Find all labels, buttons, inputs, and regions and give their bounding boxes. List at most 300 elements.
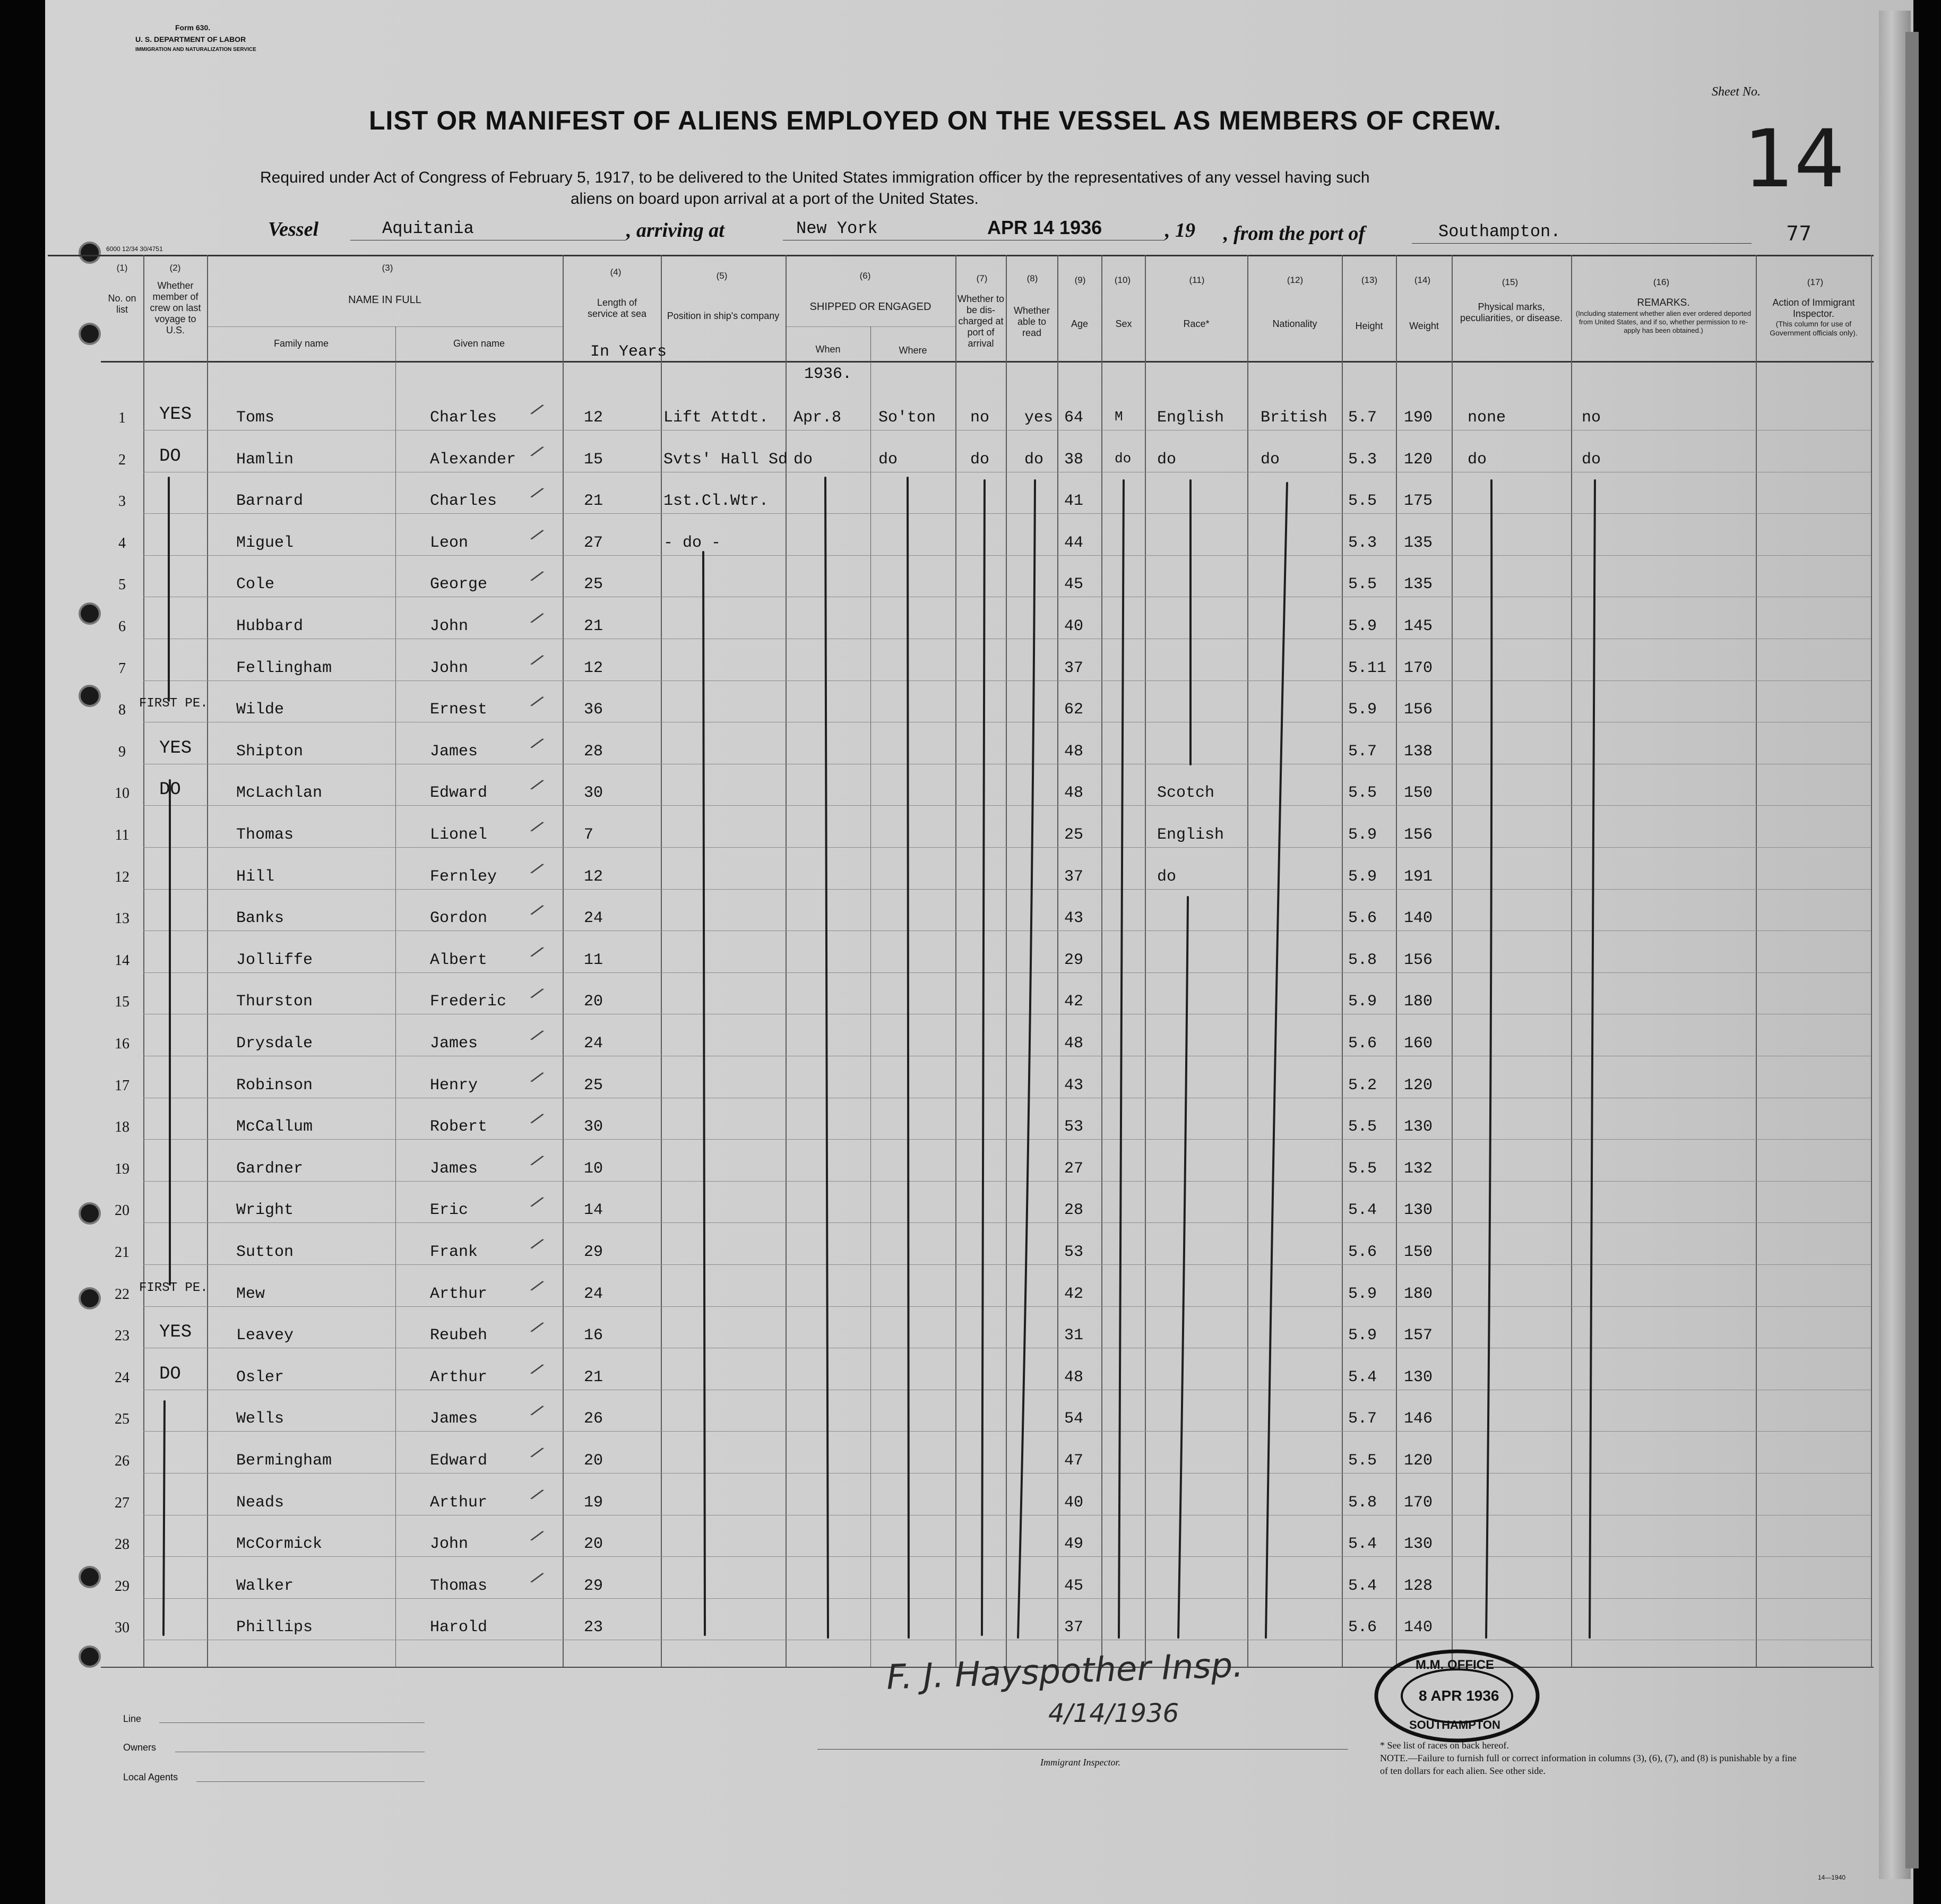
cell-age: 41 <box>1064 492 1084 510</box>
cell-family: Miguel <box>236 534 294 552</box>
stamp-office: M.M. OFFICE <box>1416 1658 1494 1672</box>
row-rule <box>143 1139 1871 1140</box>
header-service-units: In Years <box>590 343 667 361</box>
header-family-name: Family name <box>273 338 329 349</box>
check-mark: / <box>527 1401 546 1424</box>
check-mark: / <box>527 1234 546 1257</box>
col-number: (14) <box>1414 275 1431 285</box>
cell-service: 12 <box>584 868 603 886</box>
cell-family: McCallum <box>236 1118 313 1136</box>
cell-given: Leon <box>430 534 469 552</box>
cell-race: English <box>1157 409 1224 427</box>
cell-family: Shipton <box>236 743 304 761</box>
cell-race: do <box>1157 451 1177 469</box>
cell-service: 20 <box>584 993 603 1011</box>
arriving-label: , arriving at <box>626 219 724 242</box>
page-subtitle-1: Required under Act of Congress of February 5, 1917, to be delivered to the United States immigration officer by the representatives of any vessel having such <box>260 169 1370 186</box>
binder-hole <box>79 323 101 345</box>
header-previous-voyage: Whether member of crew on last voyage to U.S. <box>150 280 201 335</box>
cell-family: McLachlan <box>236 784 323 802</box>
col-number: (7) <box>976 273 988 283</box>
cell-prev: FIRST PE. <box>139 1281 208 1295</box>
cell-given: Charles <box>430 409 497 427</box>
col-divider <box>1247 255 1248 1667</box>
check-mark: / <box>527 984 546 1007</box>
cell-discharged: no <box>970 409 990 427</box>
cell-remarks: do <box>1582 451 1601 469</box>
check-mark: / <box>527 942 546 966</box>
row-number: 17 <box>115 1078 130 1094</box>
cell-weight: 128 <box>1404 1577 1433 1595</box>
cell-given: Henry <box>430 1076 478 1095</box>
cell-prev: FIRST PE. <box>139 696 208 711</box>
cell-age: 48 <box>1064 743 1084 761</box>
col-number: (2) <box>169 263 181 273</box>
col-divider <box>1057 255 1058 1667</box>
cell-marks: none <box>1468 409 1506 427</box>
row-number: 5 <box>118 576 126 593</box>
row-rule <box>143 805 1871 806</box>
vessel-label: Vessel <box>268 218 318 240</box>
cell-given: Edward <box>430 1452 488 1470</box>
cell-age: 38 <box>1064 451 1084 469</box>
col-divider <box>143 255 144 1667</box>
cell-weight: 135 <box>1404 575 1433 593</box>
cell-service: 26 <box>584 1410 603 1428</box>
row-number: 4 <box>118 535 126 552</box>
cell-age: 37 <box>1064 659 1084 677</box>
cell-age: 45 <box>1064 575 1084 593</box>
col-number: (4) <box>610 267 622 277</box>
cell-given: Alexander <box>430 451 516 469</box>
col-divider <box>1145 255 1146 1667</box>
header-able-to-read: Whether able to read <box>1013 305 1050 338</box>
check-mark: / <box>527 1026 546 1049</box>
cell-given: Arthur <box>430 1285 488 1303</box>
cell-age: 28 <box>1064 1201 1084 1219</box>
row-number: 29 <box>115 1578 130 1595</box>
cell-height: 5.5 <box>1348 1452 1377 1470</box>
row-number: 3 <box>118 493 126 510</box>
cell-race: do <box>1157 868 1177 886</box>
row-number: 15 <box>115 994 130 1010</box>
row-rule <box>143 1181 1871 1182</box>
cell-family: Wilde <box>236 701 284 719</box>
row-number: 25 <box>115 1411 130 1427</box>
cell-age: 27 <box>1064 1160 1084 1178</box>
footer-code: 14—1940 <box>1818 1874 1846 1881</box>
cell-given: James <box>430 1410 478 1428</box>
check-mark: / <box>527 1109 546 1132</box>
cell-given: Arthur <box>430 1368 488 1386</box>
cell-family: Banks <box>236 909 284 927</box>
row-number: 21 <box>115 1244 130 1261</box>
check-mark: / <box>527 525 546 548</box>
cell-given: Harold <box>430 1618 488 1636</box>
cell-family: Gardner <box>236 1160 304 1178</box>
race-footnote: * See list of races on back hereof. <box>1380 1740 1509 1751</box>
check-mark: / <box>527 1151 546 1174</box>
cell-age: 48 <box>1064 784 1084 802</box>
row-number: 23 <box>115 1328 130 1344</box>
cell-when: do <box>793 451 813 469</box>
col-divider <box>395 326 396 1667</box>
cell-service: 20 <box>584 1452 603 1470</box>
cell-weight: 146 <box>1404 1410 1433 1428</box>
row-number: 20 <box>115 1202 130 1219</box>
check-mark: / <box>527 817 546 840</box>
cell-height: 5.9 <box>1348 1326 1377 1345</box>
cell-family: Bermingham <box>236 1452 332 1470</box>
header-sex: Sex <box>1115 318 1132 329</box>
row-rule <box>143 1306 1871 1307</box>
cell-prev: DO <box>159 780 181 800</box>
header-number-on-list: No. on list <box>108 293 136 315</box>
check-mark: / <box>527 1192 546 1216</box>
row-number: 28 <box>115 1536 130 1553</box>
binder-hole <box>79 685 101 707</box>
cell-weight: 170 <box>1404 659 1433 677</box>
cell-weight: 156 <box>1404 826 1433 844</box>
check-mark: / <box>527 775 546 798</box>
cell-weight: 170 <box>1404 1494 1433 1512</box>
cell-prev: DO <box>159 1364 181 1384</box>
cell-service: 24 <box>584 1285 603 1303</box>
row-rule <box>143 680 1871 681</box>
cell-family: Mew <box>236 1285 265 1303</box>
header-given-name: Given name <box>453 338 505 349</box>
cell-height: 5.9 <box>1348 868 1377 886</box>
header-race: Race* <box>1183 318 1210 329</box>
col-number: (13) <box>1361 275 1378 285</box>
cell-given: James <box>430 743 478 761</box>
cell-age: 40 <box>1064 617 1084 635</box>
col-number: (17) <box>1807 277 1824 287</box>
cell-age: 48 <box>1064 1035 1084 1053</box>
cell-service: 19 <box>584 1494 603 1512</box>
cell-family: Toms <box>236 409 275 427</box>
cell-age: 44 <box>1064 534 1084 552</box>
cell-service: 27 <box>584 534 603 552</box>
cell-weight: 130 <box>1404 1201 1433 1219</box>
col-number: (5) <box>716 271 728 281</box>
cell-family: Hamlin <box>236 451 294 469</box>
cell-service: 29 <box>584 1243 603 1261</box>
row-number: 2 <box>118 452 126 468</box>
cell-given: Robert <box>430 1118 488 1136</box>
cell-given: John <box>430 617 469 635</box>
manifest-sheet <box>45 0 1913 1904</box>
cell-family: Neads <box>236 1494 284 1512</box>
col-divider <box>1756 255 1757 1667</box>
col-number: (15) <box>1502 277 1519 287</box>
arrival-port: New York <box>796 219 878 238</box>
cell-family: Jolliffe <box>236 951 313 969</box>
cell-service: 11 <box>584 951 603 969</box>
row-rule <box>143 1556 1871 1557</box>
header-bottom-rule <box>101 361 1874 363</box>
check-mark: / <box>527 1526 546 1549</box>
row-number: 1 <box>118 410 126 426</box>
cell-given: George <box>430 575 488 593</box>
reference-number: 77 <box>1786 222 1812 245</box>
footer-owners-label: Owners <box>123 1742 157 1753</box>
row-rule <box>143 513 1871 514</box>
cell-family: Thomas <box>236 826 294 844</box>
cell-height: 5.9 <box>1348 617 1377 635</box>
stamp-date: 8 APR 1936 <box>1419 1687 1499 1704</box>
cell-nationality: British <box>1261 409 1328 427</box>
cell-position: Svts' Hall Sd <box>663 451 788 469</box>
cell-given: Frederic <box>430 993 507 1011</box>
col-divider <box>1101 255 1102 1667</box>
cell-prev: DO <box>159 446 181 467</box>
cell-height: 5.4 <box>1348 1201 1377 1219</box>
cell-service: 16 <box>584 1326 603 1345</box>
cell-remarks: no <box>1582 409 1601 427</box>
table-top-rule <box>48 255 1874 256</box>
header-remarks-note: (Including statement whether alien ever ordered deported from United States, and if so, whether permission to re-apply has been obtained.) <box>1575 309 1752 334</box>
cell-prev: YES <box>159 738 192 759</box>
footer-line-label: Line <box>123 1713 142 1724</box>
inspector-label: Immigrant Inspector. <box>1040 1757 1120 1768</box>
check-mark: / <box>527 734 546 757</box>
cell-height: 5.4 <box>1348 1368 1377 1386</box>
cell-weight: 145 <box>1404 617 1433 635</box>
check-mark: / <box>527 400 546 423</box>
cell-age: 49 <box>1064 1535 1084 1553</box>
from-port-label: , from the port of <box>1223 222 1366 245</box>
cell-age: 29 <box>1064 951 1084 969</box>
cell-weight: 120 <box>1404 451 1433 469</box>
cell-family: Fellingham <box>236 659 332 677</box>
check-mark: / <box>527 483 546 506</box>
row-rule <box>143 1473 1871 1474</box>
row-number: 9 <box>118 744 126 760</box>
col-divider <box>1342 255 1343 1667</box>
cell-weight: 120 <box>1404 1076 1433 1095</box>
cell-position: Lift Attdt. <box>663 409 769 427</box>
mm-office-stamp <box>1372 1648 1542 1744</box>
inspector-signature: F. J. Hayspother Insp. <box>885 1645 1244 1698</box>
cell-sex: do <box>1115 451 1132 467</box>
check-mark: / <box>527 1443 546 1466</box>
cell-service: 24 <box>584 1035 603 1053</box>
binder-hole <box>79 1645 101 1668</box>
cell-read: do <box>1024 451 1044 469</box>
form-department: U. S. DEPARTMENT OF LABOR <box>135 35 246 44</box>
col-divider <box>955 255 956 1667</box>
cell-prev: YES <box>159 1322 192 1342</box>
col-number: (12) <box>1287 275 1304 285</box>
cell-height: 5.5 <box>1348 1118 1377 1136</box>
cell-marks: do <box>1468 451 1487 469</box>
cell-age: 64 <box>1064 409 1084 427</box>
cell-service: 30 <box>584 784 603 802</box>
cell-weight: 157 <box>1404 1326 1433 1345</box>
cell-height: 5.3 <box>1348 534 1377 552</box>
col-divider <box>661 255 662 1667</box>
col-divider <box>1571 255 1572 1667</box>
row-rule <box>143 1222 1871 1223</box>
cell-service: 21 <box>584 1368 603 1386</box>
cell-weight: 160 <box>1404 1035 1433 1053</box>
header-length-service: Length of service at sea <box>587 297 647 319</box>
header-weight: Weight <box>1409 321 1439 331</box>
sheet-label: Sheet No. <box>1712 85 1761 99</box>
row-rule <box>143 1431 1871 1432</box>
header-discharged: Whether to be dis-charged at port of arrival <box>957 294 1005 349</box>
check-mark: / <box>527 650 546 674</box>
footer-line-rule <box>159 1722 425 1723</box>
cell-family: Cole <box>236 575 275 593</box>
header-name-in-full: NAME IN FULL <box>348 294 421 306</box>
row-number: 26 <box>115 1453 130 1469</box>
row-rule <box>143 889 1871 890</box>
cell-family: Barnard <box>236 492 304 510</box>
cell-height: 5.6 <box>1348 1035 1377 1053</box>
cell-age: 42 <box>1064 993 1084 1011</box>
inspector-signature-date: 4/14/1936 <box>1048 1699 1179 1728</box>
row-rule <box>143 972 1871 973</box>
cell-service: 29 <box>584 1577 603 1595</box>
print-code: 6000 12/34 30/4751 <box>106 245 163 253</box>
year-label: , 19 <box>1165 219 1195 242</box>
name-subheader-rule <box>207 326 563 327</box>
cell-height: 5.9 <box>1348 993 1377 1011</box>
header-height: Height <box>1355 321 1383 331</box>
cell-family: Thurston <box>236 993 313 1011</box>
cell-family: Walker <box>236 1577 294 1595</box>
cell-service: 23 <box>584 1618 603 1636</box>
cell-service: 24 <box>584 909 603 927</box>
header-shipped-engaged: SHIPPED OR ENGAGED <box>809 301 931 313</box>
cell-service: 20 <box>584 1535 603 1553</box>
cell-weight: 130 <box>1404 1118 1433 1136</box>
cell-height: 5.7 <box>1348 409 1377 427</box>
cell-age: 62 <box>1064 701 1084 719</box>
cell-age: 37 <box>1064 868 1084 886</box>
check-mark: / <box>527 1568 546 1591</box>
row-number: 19 <box>115 1161 130 1177</box>
cell-weight: 156 <box>1404 951 1433 969</box>
page-subtitle-2: aliens on board upon arrival at a port of the United States. <box>571 190 979 208</box>
form-service: IMMIGRATION AND NATURALIZATION SERVICE <box>135 47 256 53</box>
cell-service: 21 <box>584 492 603 510</box>
row-rule <box>143 847 1871 848</box>
cell-age: 25 <box>1064 826 1084 844</box>
cell-family: Hubbard <box>236 617 304 635</box>
cell-weight: 191 <box>1404 868 1433 886</box>
cell-given: Lionel <box>430 826 488 844</box>
form-number: Form 630. <box>175 23 211 32</box>
col-divider <box>870 326 871 1667</box>
cell-family: Phillips <box>236 1618 313 1636</box>
footer-agents-label: Local Agents <box>123 1772 178 1782</box>
cell-given: Thomas <box>430 1577 488 1595</box>
cell-weight: 120 <box>1404 1452 1433 1470</box>
check-mark: / <box>527 859 546 882</box>
check-mark: / <box>527 442 546 465</box>
cell-weight: 190 <box>1404 409 1433 427</box>
departure-underline <box>1412 243 1752 244</box>
check-mark: / <box>527 900 546 924</box>
cell-height: 5.9 <box>1348 1285 1377 1303</box>
cell-family: Leavey <box>236 1326 294 1345</box>
cell-given: John <box>430 1535 469 1553</box>
arrival-date-stamp: APR 14 1936 <box>987 217 1102 238</box>
check-mark: / <box>527 1067 546 1091</box>
cell-age: 47 <box>1064 1452 1084 1470</box>
cell-age: 37 <box>1064 1618 1084 1636</box>
col-divider <box>563 255 564 1667</box>
row-rule <box>143 1264 1871 1265</box>
cell-height: 5.3 <box>1348 451 1377 469</box>
col-divider <box>207 255 208 1667</box>
binder-hole <box>79 242 101 264</box>
row-number: 7 <box>118 660 126 677</box>
row-number: 16 <box>115 1036 130 1052</box>
header-nationality: Nationality <box>1272 318 1317 329</box>
header-where: Where <box>899 345 927 356</box>
cell-given: James <box>430 1160 478 1178</box>
cell-service: 12 <box>584 659 603 677</box>
cell-height: 5.7 <box>1348 1410 1377 1428</box>
row-rule <box>143 555 1871 556</box>
cell-family: McCormick <box>236 1535 323 1553</box>
cell-service: 25 <box>584 575 603 593</box>
cell-age: 53 <box>1064 1243 1084 1261</box>
cell-height: 5.9 <box>1348 701 1377 719</box>
cell-age: 43 <box>1064 1076 1084 1095</box>
cell-given: Albert <box>430 951 488 969</box>
binder-hole <box>79 1202 101 1225</box>
cell-height: 5.5 <box>1348 492 1377 510</box>
col-divider <box>1871 255 1872 1667</box>
cell-weight: 132 <box>1404 1160 1433 1178</box>
cell-age: 40 <box>1064 1494 1084 1512</box>
cell-height: 5.11 <box>1348 659 1387 677</box>
cell-weight: 130 <box>1404 1368 1433 1386</box>
cell-height: 5.8 <box>1348 951 1377 969</box>
col-number: (10) <box>1114 275 1131 285</box>
cell-given: James <box>430 1035 478 1053</box>
cell-family: Sutton <box>236 1243 294 1261</box>
cell-weight: 138 <box>1404 743 1433 761</box>
row-number: 27 <box>115 1495 130 1511</box>
cell-weight: 180 <box>1404 993 1433 1011</box>
col-divider <box>1452 255 1453 1667</box>
row-number: 11 <box>115 827 130 843</box>
shipped-year: 1936. <box>804 365 852 383</box>
inspector-signature-rule <box>817 1749 1348 1750</box>
cell-family: Hill <box>236 868 275 886</box>
cell-race: English <box>1157 826 1224 844</box>
cell-weight: 150 <box>1404 1243 1433 1261</box>
cell-given: Edward <box>430 784 488 802</box>
cell-given: Arthur <box>430 1494 488 1512</box>
fine-note: NOTE.—Failure to furnish full or correct information in columns (3), (6), (7), and (8) is punishable by a fine of ten dollars for each alien. See other side. <box>1380 1753 1797 1776</box>
cell-height: 5.6 <box>1348 1618 1377 1636</box>
cell-height: 5.6 <box>1348 1243 1377 1261</box>
cell-given: Eric <box>430 1201 469 1219</box>
cell-height: 5.8 <box>1348 1494 1377 1512</box>
cell-race: Scotch <box>1157 784 1215 802</box>
check-mark: / <box>527 1485 546 1508</box>
cell-prev: YES <box>159 404 192 425</box>
col-divider <box>1006 255 1007 1667</box>
departure-port: Southampton. <box>1438 222 1561 242</box>
